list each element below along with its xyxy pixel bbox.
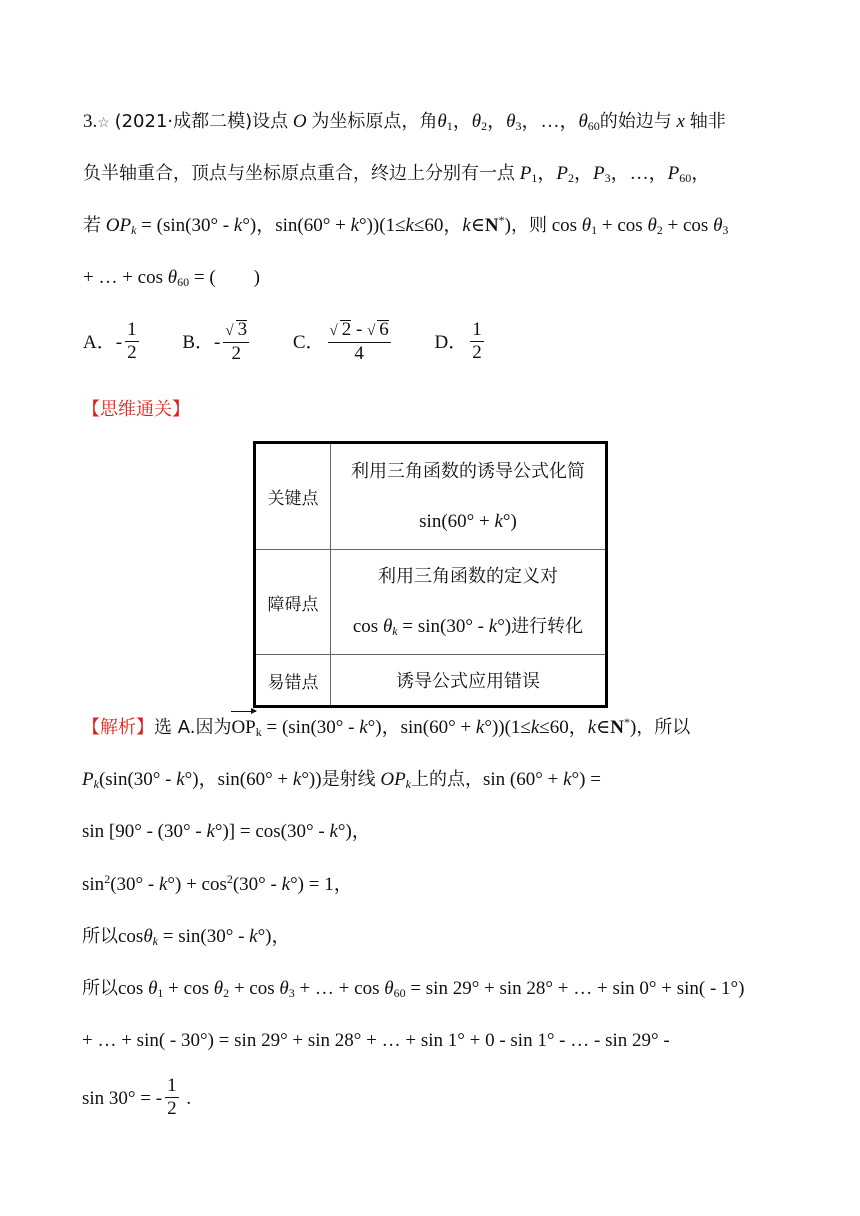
row-content-obstacle: 利用三角函数的定义对 $\cos \theta_k = \sin(30^\circ - k^\circ)$进行转化 xyxy=(331,550,607,655)
problem-line-1: 3.☆ (2021·成都二模)设点 O 为坐标原点，角$\theta_1$，$\theta_2$，$\theta_3$，…，$\theta_{60}$的始边与 x 轴非 xyxy=(83,111,726,133)
analysis-line-7: + … + sin( - 30°) = sin 29° + sin 28° + … + sin 1° + 0 - sin 1° - … - sin 29° - xyxy=(82,1030,670,1051)
thinking-table xyxy=(253,441,608,708)
analysis-line-3: sin [90° - (30° - k°)] = cos(30° - k°)， xyxy=(82,821,371,842)
option-a: A．- $\frac{1}{2}$ xyxy=(83,319,137,364)
analysis-heading: 【解析】 xyxy=(82,717,154,738)
option-d: D． $\frac{1}{2}$ xyxy=(434,319,482,364)
table-row xyxy=(255,655,607,707)
vector-op: OP xyxy=(231,714,255,742)
row-content-key: 利用三角函数的诱导公式化简 sin(60° + k°) xyxy=(331,443,607,550)
options-row xyxy=(83,318,487,368)
problem-line-2: 负半轴重合，顶点与坐标原点重合，终边上分别有一点 $P_1$，$P_2$，$P_3$，…，$P_{60}$， xyxy=(83,163,711,185)
row-content-error: 诱导公式应用错误 xyxy=(331,655,607,707)
analysis-line-4: $\sin^2(30^\circ - k^\circ) + \cos^2(30^\circ - k^\circ) = 1$， xyxy=(82,872,353,895)
analysis-line-5: 所以cosθ$_k$ = sin(30° - k°)， xyxy=(82,926,291,948)
problem-line-4: + … + $\cos \theta_{60}$ = ( ) xyxy=(83,267,260,289)
row-label-error: 易错点 xyxy=(255,655,331,707)
row-label-obstacle: 障碍点 xyxy=(255,550,331,655)
analysis-line-2: $P_k(\sin(30^\circ - k^\circ)$，sin(60° + k°))是射线 $OP_k$上的点，sin (60° + k°) = xyxy=(82,769,601,791)
analysis-line-1: 【解析】选 A.因为$OP_k = (\sin(30^\circ - k^\circ)$，sin(60° + k°))(1≤k≤60，k∈N*)，所以 xyxy=(82,714,690,742)
row-label-key: 关键点 xyxy=(255,443,331,550)
problem-line-3: 若 $OP_k = (\sin(30^\circ - k^\circ)$，sin(60° + k°))(1≤k≤60，k∈N*)，则 $\cos \theta_1 + \cos \theta_2 + \cos \theta_3$ xyxy=(83,213,729,237)
problem-number: 3. xyxy=(83,111,98,132)
table-row xyxy=(255,443,607,550)
table-row xyxy=(255,550,607,655)
thinking-heading: 【思维通关】 xyxy=(82,399,190,420)
problem-source: (2021·成都二模) xyxy=(114,111,253,132)
option-c: C． $\frac{√ 2 - √ 6}{4}$ xyxy=(292,318,389,364)
star-icon: ☆ xyxy=(97,116,110,131)
analysis-line-6: 所以$\cos \theta_1 + \cos \theta_2 + \cos \theta_3$ + … + $\cos \theta_{60} = \sin 29^\circ + \sin 28^\circ$ + … + sin 0° + sin( - 1°) xyxy=(82,978,745,1000)
option-b: B．- $\frac{√ 3}{2}$ xyxy=(182,318,248,364)
analysis-line-8: sin 30° = - $\frac{1}{2}$ . xyxy=(82,1075,192,1120)
